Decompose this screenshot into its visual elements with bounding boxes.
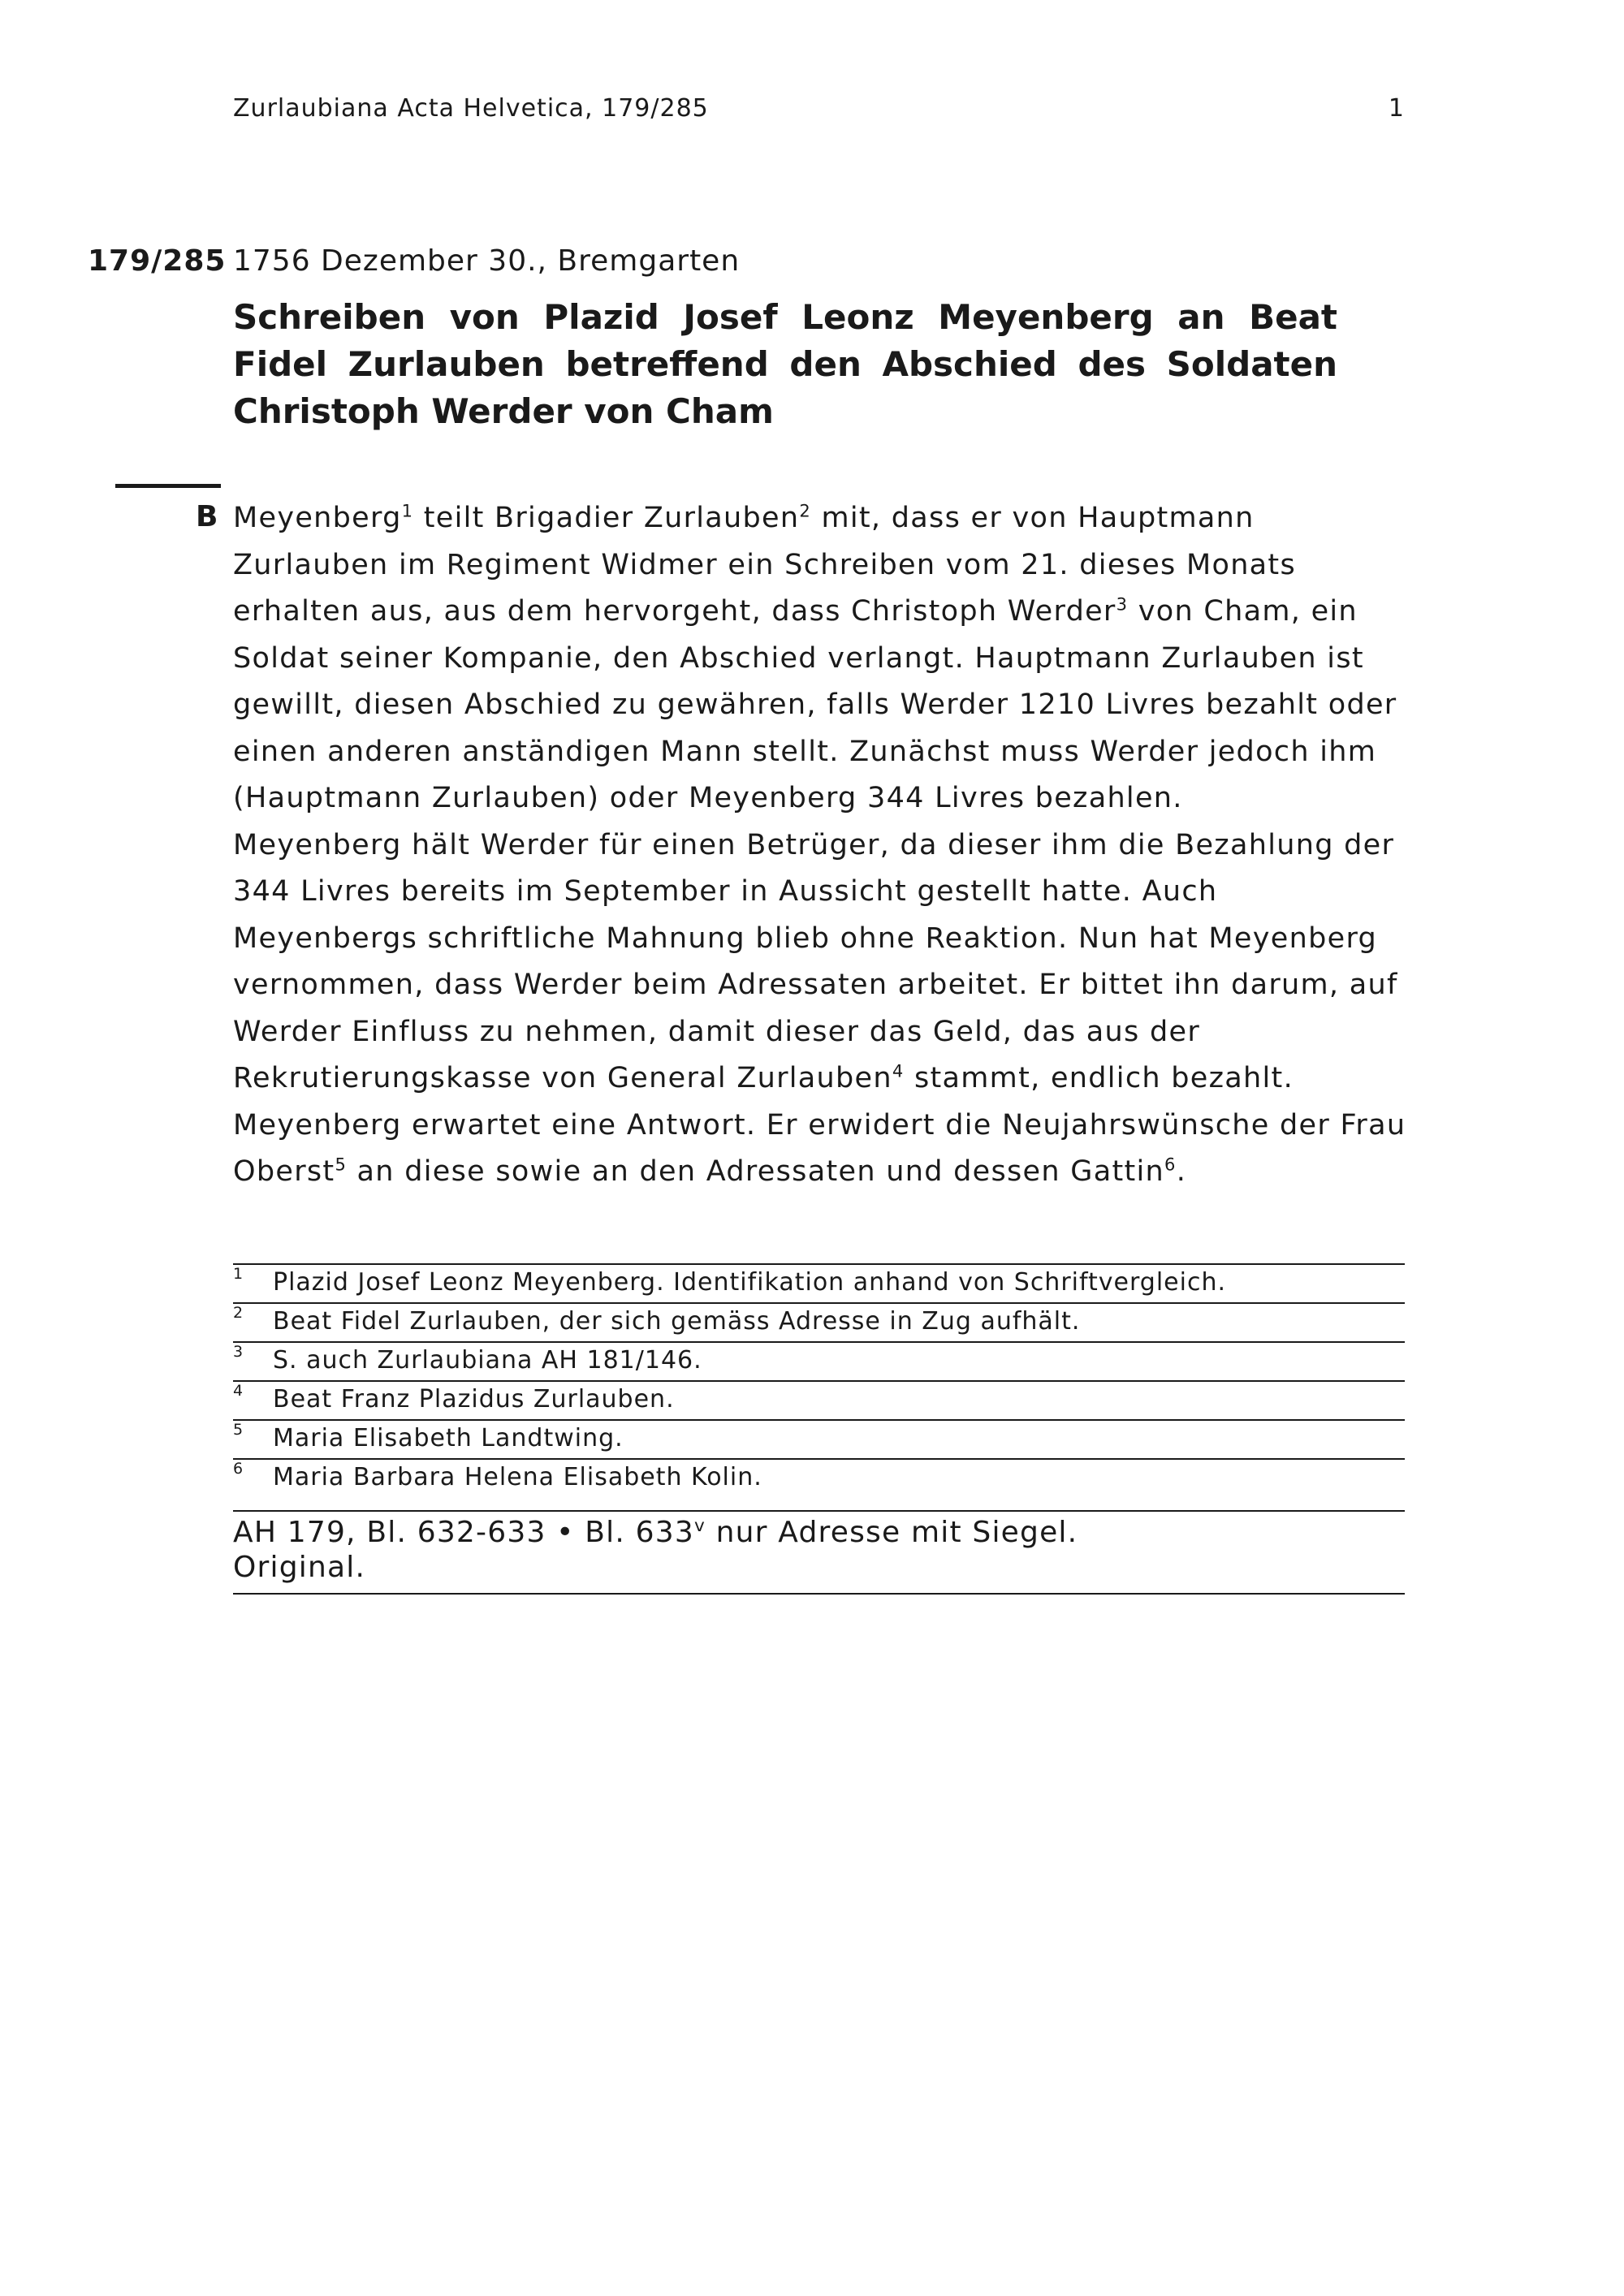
regest-text: an diese sowie an den Adressaten und dessen Gattin — [347, 1155, 1165, 1188]
footnote-ref-1[interactable]: 1 — [401, 501, 414, 521]
source-text: nur Adresse mit Siegel. — [705, 1516, 1078, 1549]
footnote-text: Beat Franz Plazidus Zurlauben. — [273, 1385, 675, 1413]
source-line-2: Original. — [233, 1551, 366, 1584]
footnote-number: 2 — [233, 1304, 244, 1322]
footnote-text: Beat Fidel Zurlauben, der sich gemäss Adresse in Zug aufhält. — [273, 1307, 1081, 1336]
running-title: Zurlaubiana Acta Helvetica, 179/285 — [233, 94, 709, 123]
document-date-place: 1756 Dezember 30., Bremgarten — [233, 244, 741, 278]
source-note — [233, 1510, 1405, 1595]
footnote-ref-4[interactable]: 4 — [892, 1061, 905, 1081]
footnote-4 — [233, 1380, 1405, 1419]
footnote-number: 4 — [233, 1382, 244, 1400]
footnote-1 — [233, 1263, 1405, 1302]
document-title: Schreiben von Plazid Josef Leonz Meyenberg an Beat Fidel Zurlauben betreffend den Abschied des Soldaten Christoph Werder von Cham — [233, 297, 1337, 431]
margin-rule — [115, 484, 221, 488]
source-line-1 — [233, 1515, 1405, 1550]
footnote-number: 5 — [233, 1421, 244, 1439]
footnote-ref-5[interactable]: 5 — [335, 1154, 348, 1175]
footnote-2 — [233, 1302, 1405, 1341]
footnote-5 — [233, 1419, 1405, 1458]
source-text: AH 179, Bl. 632-633 • Bl. 633 — [233, 1516, 694, 1549]
verso-mark: v — [693, 1516, 706, 1536]
regest-paragraph-2 — [233, 822, 1409, 1103]
footnote-text: S. auch Zurlaubiana AH 181/146. — [273, 1346, 702, 1375]
regest-paragraph-1 — [233, 495, 1409, 822]
footnote-ref-6[interactable]: 6 — [1164, 1154, 1177, 1175]
document-id: 179/285 — [88, 244, 227, 278]
regest-body — [233, 495, 1409, 1196]
footnote-number: 1 — [233, 1265, 244, 1283]
regest-paragraph-3 — [233, 1103, 1409, 1196]
regest-text: stammt, endlich bezahlt. — [904, 1062, 1294, 1094]
regest-text: Meyenberg hält Werder für einen Betrüger, da dieser ihm die Bezahlung der 344 Livres bereits im September in Aussicht gestellt hatte. Auch Meyenbergs schriftliche Mahnung blieb ohne Reaktion. Nun hat Meyenberg vernommen, dass Werder beim Adressaten arbeitet. Er bittet ihn darum, auf Werder Einfluss zu nehmen, damit dieser das Geld, das aus der Rekrutierungskasse von General Zurlauben — [233, 828, 1398, 1094]
regest-text: teilt Brigadier Zurlauben — [413, 502, 800, 534]
footnote-ref-2[interactable]: 2 — [799, 501, 812, 521]
footnote-6 — [233, 1458, 1405, 1497]
regest-text: Meyenberg — [233, 502, 402, 534]
footnote-number: 3 — [233, 1343, 244, 1361]
footnote-text: Plazid Josef Leonz Meyenberg. Identifikation anhand von Schriftvergleich. — [273, 1268, 1227, 1297]
section-letter: B — [196, 500, 218, 533]
regest-text: . — [1176, 1155, 1187, 1188]
footnote-number: 6 — [233, 1460, 244, 1478]
footnote-text: Maria Barbara Helena Elisabeth Kolin. — [273, 1463, 762, 1491]
footnote-text: Maria Elisabeth Landtwing. — [273, 1424, 624, 1452]
regest-text: von Cham, ein Soldat seiner Kompanie, den Abschied verlangt. Hauptmann Zurlauben ist gewillt, diesen Abschied zu gewähren, falls Werder 1210 Livres bezahlt oder einen anderen anständigen Mann stellt. Zunächst muss Werder jedoch ihm (Hauptmann Zurlauben) oder Meyenberg 344 Livres bezahlen. — [233, 595, 1397, 814]
footnotes — [233, 1263, 1405, 1497]
page-number: 1 — [1388, 94, 1405, 123]
regest-text: Meyenberg erwartet eine Antwort. Er erwidert die Neujahrswünsche der Frau Oberst — [233, 1108, 1406, 1188]
footnote-3 — [233, 1341, 1405, 1380]
regest-text: mit, dass er von Hauptmann Zurlauben im Regiment Widmer ein Schreiben vom 21. dieses Monats erhalten aus, aus dem hervorgeht, dass Christoph Werder — [233, 502, 1296, 628]
running-header — [233, 94, 1405, 123]
footnote-ref-3[interactable]: 3 — [1116, 594, 1129, 615]
